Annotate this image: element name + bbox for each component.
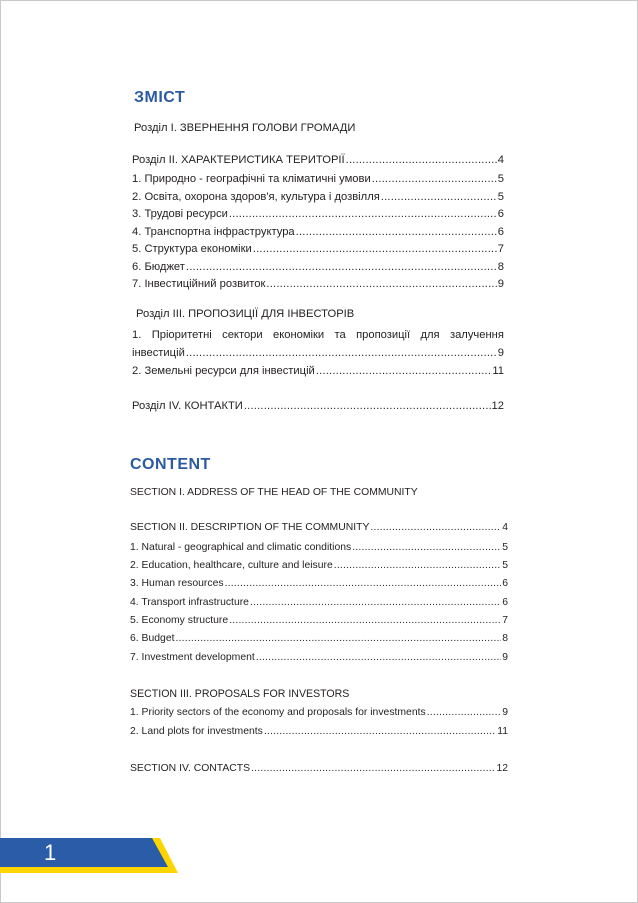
- word: економіки: [272, 329, 325, 341]
- toc-label: 7. Investment development: [130, 652, 255, 663]
- toc-label: 5. Economy structure: [130, 615, 229, 626]
- ua-item-2-5[interactable]: [132, 243, 504, 255]
- toc-page: 9: [497, 278, 504, 290]
- leader-dots: [253, 243, 497, 255]
- footer-blue-block: [0, 838, 168, 867]
- toc-label: 3. Трудові ресурси: [132, 208, 228, 220]
- leader-dots: [229, 208, 497, 220]
- toc-label: SECTION II. DESCRIPTION OF THE COMMUNITY: [130, 522, 370, 533]
- toc-page: 6: [497, 208, 504, 220]
- ua-section-1[interactable]: Розділ І. ЗВЕРНЕННЯ ГОЛОВИ ГРОМАДИ: [134, 122, 356, 134]
- ua-section-2[interactable]: [132, 154, 504, 166]
- toc-label: 2. Земельні ресурси для інвестицій: [132, 365, 315, 377]
- leader-dots: [296, 226, 497, 238]
- ua-item-3-1-line2[interactable]: [132, 347, 504, 359]
- leader-dots: [264, 726, 496, 737]
- leader-dots: [256, 652, 501, 663]
- en-item-2-1[interactable]: [130, 542, 508, 553]
- toc-page: 9: [497, 347, 504, 359]
- toc-label: 6. Бюджет: [132, 261, 185, 273]
- leader-dots: [316, 365, 492, 377]
- ua-section-4[interactable]: [132, 400, 504, 412]
- leader-dots: [266, 278, 496, 290]
- toc-label: 4. Transport infrastructure: [130, 597, 249, 608]
- leader-dots: [251, 763, 495, 774]
- en-item-3-1[interactable]: [130, 707, 508, 718]
- toc-label: Розділ ІІ. ХАРАКТЕРИСТИКА ТЕРИТОРІЇ: [132, 154, 345, 166]
- ua-contents-heading: ЗМІСТ: [134, 89, 186, 106]
- leader-dots: [244, 400, 491, 412]
- toc-page: 7: [502, 615, 508, 626]
- toc-page: 4: [497, 154, 504, 166]
- en-item-2-5[interactable]: [130, 615, 508, 626]
- page-number: 1: [44, 840, 57, 865]
- ua-item-3-1-line1[interactable]: [132, 329, 504, 341]
- toc-page: 6: [502, 597, 508, 608]
- toc-page: 6: [497, 226, 504, 238]
- en-section-4[interactable]: [130, 763, 508, 774]
- toc-page: 11: [492, 365, 504, 377]
- toc-page: 9: [502, 707, 508, 718]
- ua-item-3-2[interactable]: [132, 365, 504, 377]
- toc-page: 8: [497, 261, 504, 273]
- toc-label: 1. Natural - geographical and climatic conditions: [130, 542, 352, 553]
- toc-page: 7: [497, 243, 504, 255]
- en-item-2-4[interactable]: [130, 597, 508, 608]
- leader-dots: [225, 578, 502, 589]
- ua-item-2-3[interactable]: [132, 208, 504, 220]
- leader-dots: [186, 261, 497, 273]
- en-section-1[interactable]: SECTION I. ADDRESS OF THE HEAD OF THE COMMUNITY: [130, 487, 418, 498]
- en-contents-heading: CONTENT: [130, 456, 211, 473]
- toc-label: 2. Land plots for investments: [130, 726, 263, 737]
- en-item-2-7[interactable]: [130, 652, 508, 663]
- toc-label: SECTION IV. CONTACTS: [130, 763, 251, 774]
- en-item-2-2[interactable]: [130, 560, 508, 571]
- toc-label: 3. Human resources: [130, 578, 224, 589]
- toc-page: 12: [496, 763, 508, 774]
- toc-label: 5. Структура економіки: [132, 243, 252, 255]
- ua-item-2-1[interactable]: [132, 173, 504, 185]
- toc-page: 5: [497, 191, 504, 203]
- toc-page: 5: [497, 173, 504, 185]
- leader-dots: [334, 560, 501, 571]
- toc-label: 2. Освіта, охорона здоров'я, культура і дозвілля: [132, 191, 380, 203]
- toc-page: 5: [502, 542, 508, 553]
- toc-label: Розділ IV. КОНТАКТИ: [132, 400, 243, 412]
- word: залучення: [449, 329, 504, 341]
- toc-label: 6. Budget: [130, 633, 175, 644]
- word: Пріоритетні: [151, 329, 212, 341]
- word: для: [420, 329, 440, 341]
- leader-dots: [346, 154, 497, 166]
- toc-page: 11: [497, 726, 508, 737]
- toc-page: 4: [502, 522, 508, 533]
- ua-item-2-6[interactable]: [132, 261, 504, 273]
- ua-item-2-2[interactable]: [132, 191, 504, 203]
- leader-dots: [352, 542, 501, 553]
- ua-section-3[interactable]: Розділ ІІІ. ПРОПОЗИЦІЇ ДЛЯ ІНВЕСТОРІВ: [136, 308, 355, 320]
- leader-dots: [381, 191, 497, 203]
- ua-item-2-4[interactable]: [132, 226, 504, 238]
- ua-item-2-7[interactable]: [132, 278, 504, 290]
- toc-page: 6: [502, 578, 508, 589]
- leader-dots: [427, 707, 502, 718]
- leader-dots: [372, 173, 497, 185]
- toc-label: 1. Природно - географічні та кліматичні умови: [132, 173, 371, 185]
- word: пропозиції: [356, 329, 411, 341]
- en-item-2-6[interactable]: [130, 633, 508, 644]
- toc-label: 4. Транспортна інфраструктура: [132, 226, 295, 238]
- toc-label: інвестицій: [132, 347, 185, 359]
- leader-dots: [370, 522, 501, 533]
- en-item-2-3[interactable]: [130, 578, 508, 589]
- footer-band: [0, 838, 638, 873]
- leader-dots: [229, 615, 501, 626]
- leader-dots: [250, 597, 501, 608]
- en-section-2[interactable]: [130, 522, 508, 533]
- toc-page: 5: [502, 560, 508, 571]
- toc-label: 1. Priority sectors of the economy and proposals for investments: [130, 707, 426, 718]
- word: сектори: [222, 329, 263, 341]
- en-section-3[interactable]: SECTION III. PROPOSALS FOR INVESTORS: [130, 688, 350, 700]
- leader-dots: [186, 347, 497, 359]
- toc-label: 2. Education, healthcare, culture and leisure: [130, 560, 333, 571]
- toc-page: 8: [502, 633, 508, 644]
- toc-label: 7. Інвестиційний розвиток: [132, 278, 266, 290]
- en-item-3-2[interactable]: [130, 726, 508, 737]
- toc-page: 9: [502, 652, 508, 663]
- toc-page: 12: [491, 400, 504, 412]
- word: 1.: [132, 329, 142, 341]
- leader-dots: [176, 633, 502, 644]
- word: та: [334, 329, 346, 341]
